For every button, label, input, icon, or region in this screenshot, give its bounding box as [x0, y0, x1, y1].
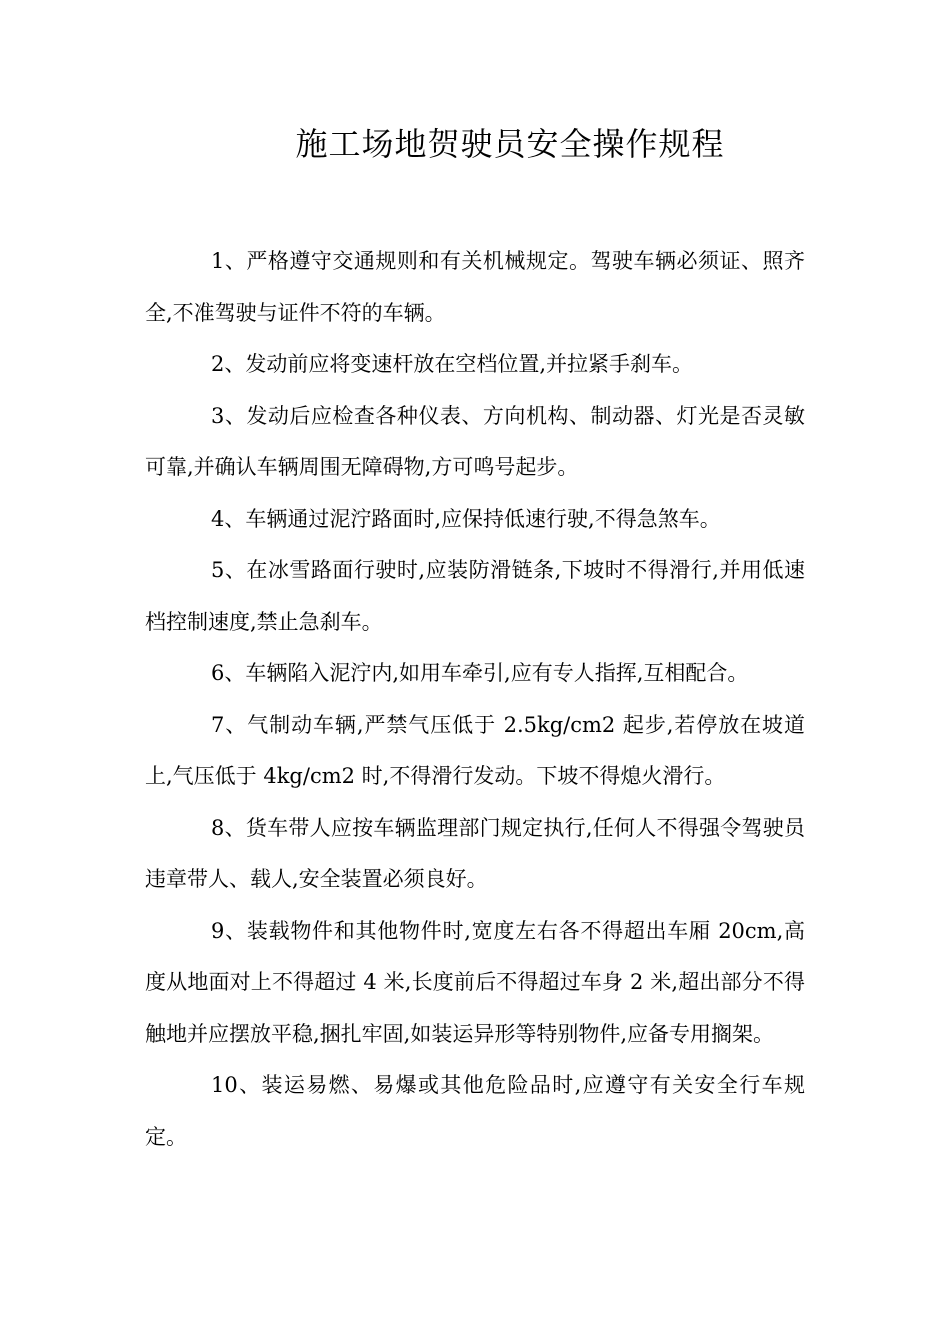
paragraph-10: 10、装运易燃、易爆或其他危险品时,应遵守有关安全行车规定。	[145, 1073, 805, 1149]
document-body	[145, 236, 805, 1163]
paragraph-7: 7、气制动车辆,严禁气压低于 2.5kg/cm2 起步,若停放在坡道上,气压低于 4kg/cm2 时,不得滑行发动。下坡不得熄火滑行。	[145, 712, 805, 788]
document-title: 施工场地贺驶员安全操作规程	[295, 125, 725, 163]
paragraph-9: 9、装载物件和其他物件时,宽度左右各不得超出车厢 20cm,高度从地面对上不得超过 4 米,长度前后不得超过车身 2 米,超出部分不得触地并应摆放平稳,捆扎牢固,如装运异形等特别物件,应备专用搁架。	[145, 918, 805, 1046]
paragraph-6: 6、车辆陷入泥泞内,如用车牵引,应有专人指挥,互相配合。	[211, 661, 749, 685]
paragraph-5: 5、在冰雪路面行驶时,应装防滑链条,下坡时不得滑行,并用低速档控制速度,禁止急刹车。	[145, 558, 805, 634]
paragraph-8: 8、货车带人应按车辆监理部门规定执行,任何人不得强令驾驶员违章带人、载人,安全装置必须良好。	[145, 815, 805, 891]
paragraph-1: 1、严格遵守交通规则和有关机械规定。驾驶车辆必须证、照齐全,不准驾驶与证件不符的车辆。	[145, 249, 805, 325]
paragraph-4: 4、车辆通过泥泞路面时,应保持低速行驶,不得急煞车。	[211, 506, 721, 531]
paragraph-3: 3、发动后应检查各种仪表、方向机构、制动器、灯光是否灵敏可靠,并确认车辆周围无障碍物,方可鸣号起步。	[145, 403, 805, 479]
paragraph-2: 2、发动前应将变速杆放在空档位置,并拉紧手刹车。	[211, 352, 694, 376]
